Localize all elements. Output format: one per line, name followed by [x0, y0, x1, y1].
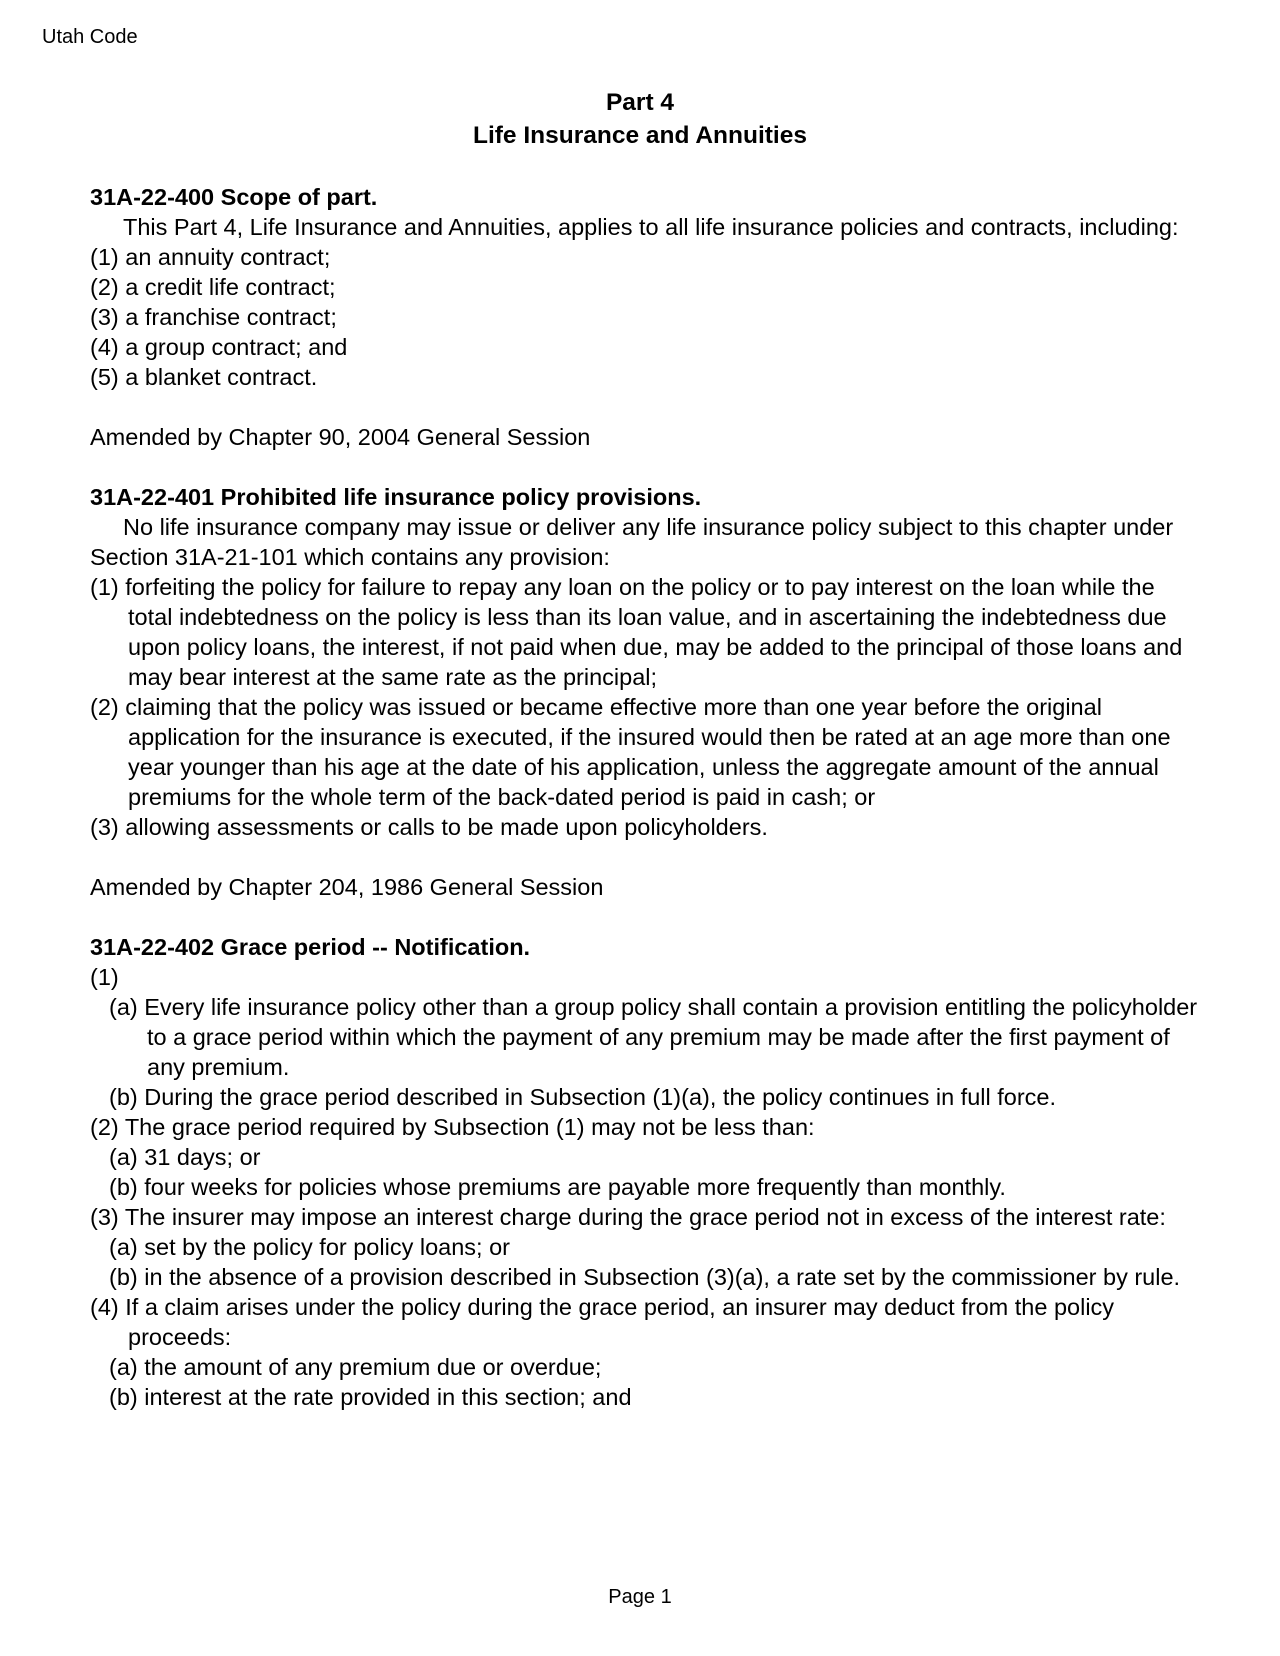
document-body [90, 182, 1202, 1412]
subsection-2a: (a) 31 days; or [109, 1144, 261, 1170]
list-item: (1) forfeiting the policy for failure to repay any loan on the policy or to pay interest on the loan while the total indebtedness on the policy is less than its loan value, and in ascertaining the indebtedness due upon policy loans, the interest, if not paid when due, may be added to the principal of those loans and may bear interest at the same rate as the principal; [90, 574, 1183, 690]
subsection-1: (1) [90, 964, 119, 990]
spacer [90, 392, 1202, 422]
list-item: (3) allowing assessments or calls to be made upon policyholders. [90, 814, 768, 840]
part-number: Part 4 [605, 89, 675, 116]
list-item: (4) a group contract; and [90, 334, 348, 360]
spacer [90, 452, 1202, 482]
list-item: (2) a credit life contract; [90, 274, 336, 300]
subsection-1b: (b) During the grace period described in Subsection (1)(a), the policy continues in full force. [109, 1084, 1057, 1110]
section-401-intro: No life insurance company may issue or deliver any life insurance policy subject to this chapter under Section 31A-21-101 which contains any provision: [90, 514, 1174, 570]
part-title-block [0, 86, 1280, 152]
subsection-3b: (b) in the absence of a provision described in Subsection (3)(a), a rate set by the commissioner by rule. [109, 1264, 1181, 1290]
subsection-4b: (b) interest at the rate provided in this section; and [109, 1384, 632, 1410]
section-400-history: Amended by Chapter 90, 2004 General Session [90, 424, 591, 450]
running-header: Utah Code [42, 26, 138, 48]
spacer [90, 902, 1202, 932]
subsection-4a: (a) the amount of any premium due or overdue; [109, 1354, 602, 1380]
section-401-history: Amended by Chapter 204, 1986 General Session [90, 874, 604, 900]
list-item: (5) a blanket contract. [90, 364, 318, 390]
subsection-1a: (a) Every life insurance policy other than a group policy shall contain a provision entitling the policyholder to a grace period within which the payment of any premium may be made after the first payment of any premium. [109, 994, 1198, 1080]
list-item: (3) a franchise contract; [90, 304, 337, 330]
subsection-3: (3) The insurer may impose an interest charge during the grace period not in excess of the interest rate: [90, 1204, 1166, 1230]
section-heading-401: 31A-22-401 Prohibited life insurance policy provisions. [90, 484, 702, 510]
section-heading-402: 31A-22-402 Grace period -- Notification. [90, 934, 531, 960]
subsection-2: (2) The grace period required by Subsection (1) may not be less than: [90, 1114, 815, 1140]
section-400-intro: This Part 4, Life Insurance and Annuities, applies to all life insurance policies and contracts, including: [123, 214, 1179, 240]
section-heading-400: 31A-22-400 Scope of part. [90, 184, 378, 210]
list-item: (2) claiming that the policy was issued or became effective more than one year before the original application for the insurance is executed, if the insured would then be rated at an age more than one year younger than his age at the date of his application, unless the aggregate amount of the annual premiums for the whole term of the back-dated period is paid in cash; or [90, 694, 1171, 810]
part-name: Life Insurance and Annuities [473, 122, 807, 149]
subsection-2b: (b) four weeks for policies whose premiums are payable more frequently than monthly. [109, 1174, 1006, 1200]
list-item: (1) an annuity contract; [90, 244, 331, 270]
subsection-3a: (a) set by the policy for policy loans; or [109, 1234, 510, 1260]
spacer [90, 842, 1202, 872]
subsection-4: (4) If a claim arises under the policy during the grace period, an insurer may deduct from the policy proceeds: [90, 1294, 1115, 1350]
page-number: Page 1 [608, 1586, 672, 1608]
